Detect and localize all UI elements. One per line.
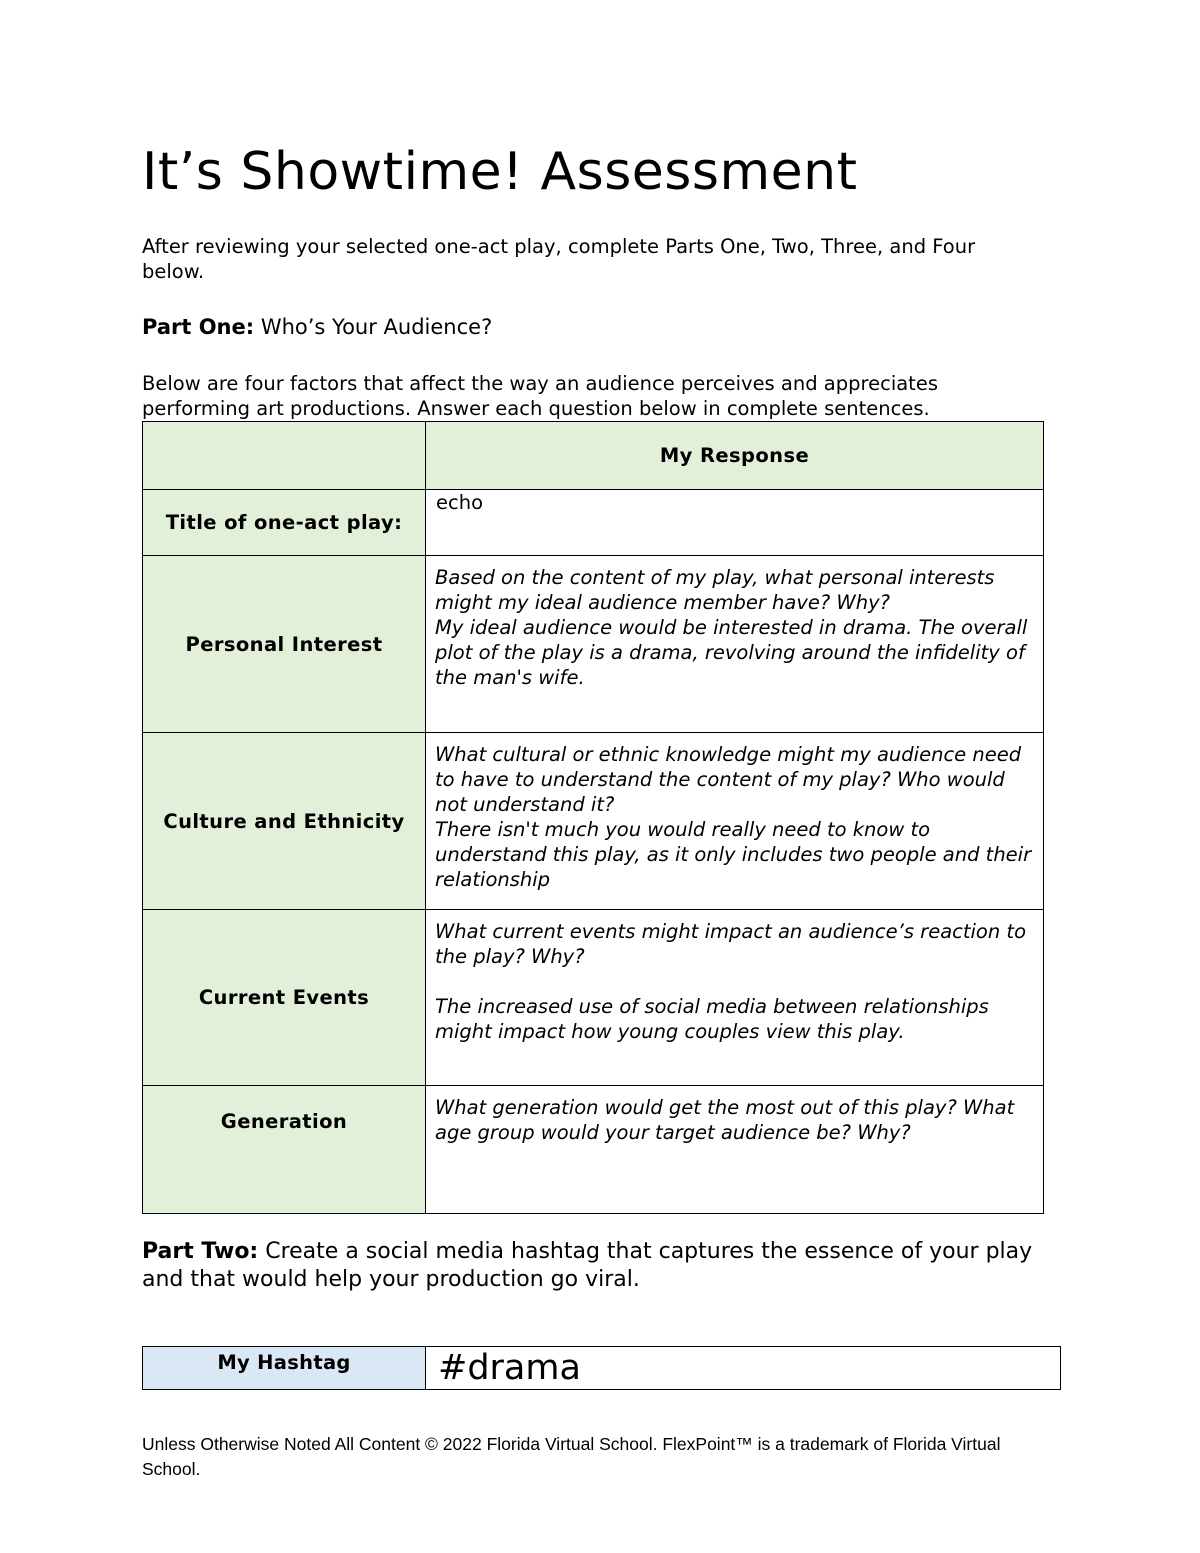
part-one-title: Who’s Your Audience? (254, 315, 493, 339)
audience-table (142, 421, 1044, 1214)
question-text: What current events might impact an audience’s reaction to the play? Why? (435, 920, 1026, 968)
answer-text: My ideal audience would be interested in drama. The overall plot of the play is a drama, revolving around the infidelity of the man's wife. (435, 616, 1028, 689)
part-two-instructions: Create a social media hashtag that captures the essence of your play and that would help your production go viral. (142, 1239, 1033, 1292)
row-label-generation: Generation (143, 1086, 426, 1214)
row-label-personal-interest: Personal Interest (143, 556, 426, 733)
header-empty-cell (143, 422, 426, 490)
hashtag-table (142, 1346, 1061, 1390)
table-row (143, 910, 1044, 1086)
hashtag-value[interactable]: #drama (426, 1347, 1061, 1390)
table-row (143, 733, 1044, 910)
answer-text: There isn't much you would really need to know to understand this play, as it only includes two people and their relationship (435, 818, 1032, 891)
page-title: It’s Showtime! Assessment (142, 142, 858, 202)
part-two-label: Part Two: (142, 1239, 259, 1264)
row-label-current-events: Current Events (143, 910, 426, 1086)
table-row (143, 1086, 1044, 1214)
part-two-text (142, 1238, 1052, 1294)
header-my-response: My Response (426, 422, 1044, 490)
title-row (143, 490, 1044, 556)
part-one-label: Part One: (142, 315, 255, 339)
question-text: What generation would get the most out of this play? What age group would your target audience be? Why? (435, 1096, 1015, 1144)
hashtag-label: My Hashtag (143, 1347, 426, 1390)
response-cell[interactable] (426, 910, 1044, 1086)
response-cell[interactable] (426, 556, 1044, 733)
intro-text: After reviewing your selected one-act play, complete Parts One, Two, Three, and Four below. (142, 235, 976, 283)
part-one-heading (142, 315, 492, 339)
title-label: Title of one-act play: (143, 490, 426, 556)
answer-text: The increased use of social media between relationships might impact how young couples view this play. (435, 995, 989, 1043)
hashtag-row (143, 1347, 1061, 1390)
question-text: Based on the content of my play, what personal interests might my ideal audience member have? Why? (435, 566, 995, 614)
row-label-culture-ethnicity: Culture and Ethnicity (143, 733, 426, 910)
response-cell[interactable] (426, 733, 1044, 910)
question-text: What cultural or ethnic knowledge might my audience need to have to understand the content of my play? Who would not understand it? (435, 743, 1022, 816)
table-row (143, 556, 1044, 733)
table-header-row (143, 422, 1044, 490)
title-value[interactable]: echo (426, 490, 1044, 556)
response-cell[interactable] (426, 1086, 1044, 1214)
copyright-footer: Unless Otherwise Noted All Content © 2022 Florida Virtual School. FlexPoint™ is a trademark of Florida Virtual School. (142, 1434, 1001, 1479)
part-one-description: Below are four factors that affect the way an audience perceives and appreciates performing art productions. Answer each question below in complete sentences. (142, 372, 938, 420)
